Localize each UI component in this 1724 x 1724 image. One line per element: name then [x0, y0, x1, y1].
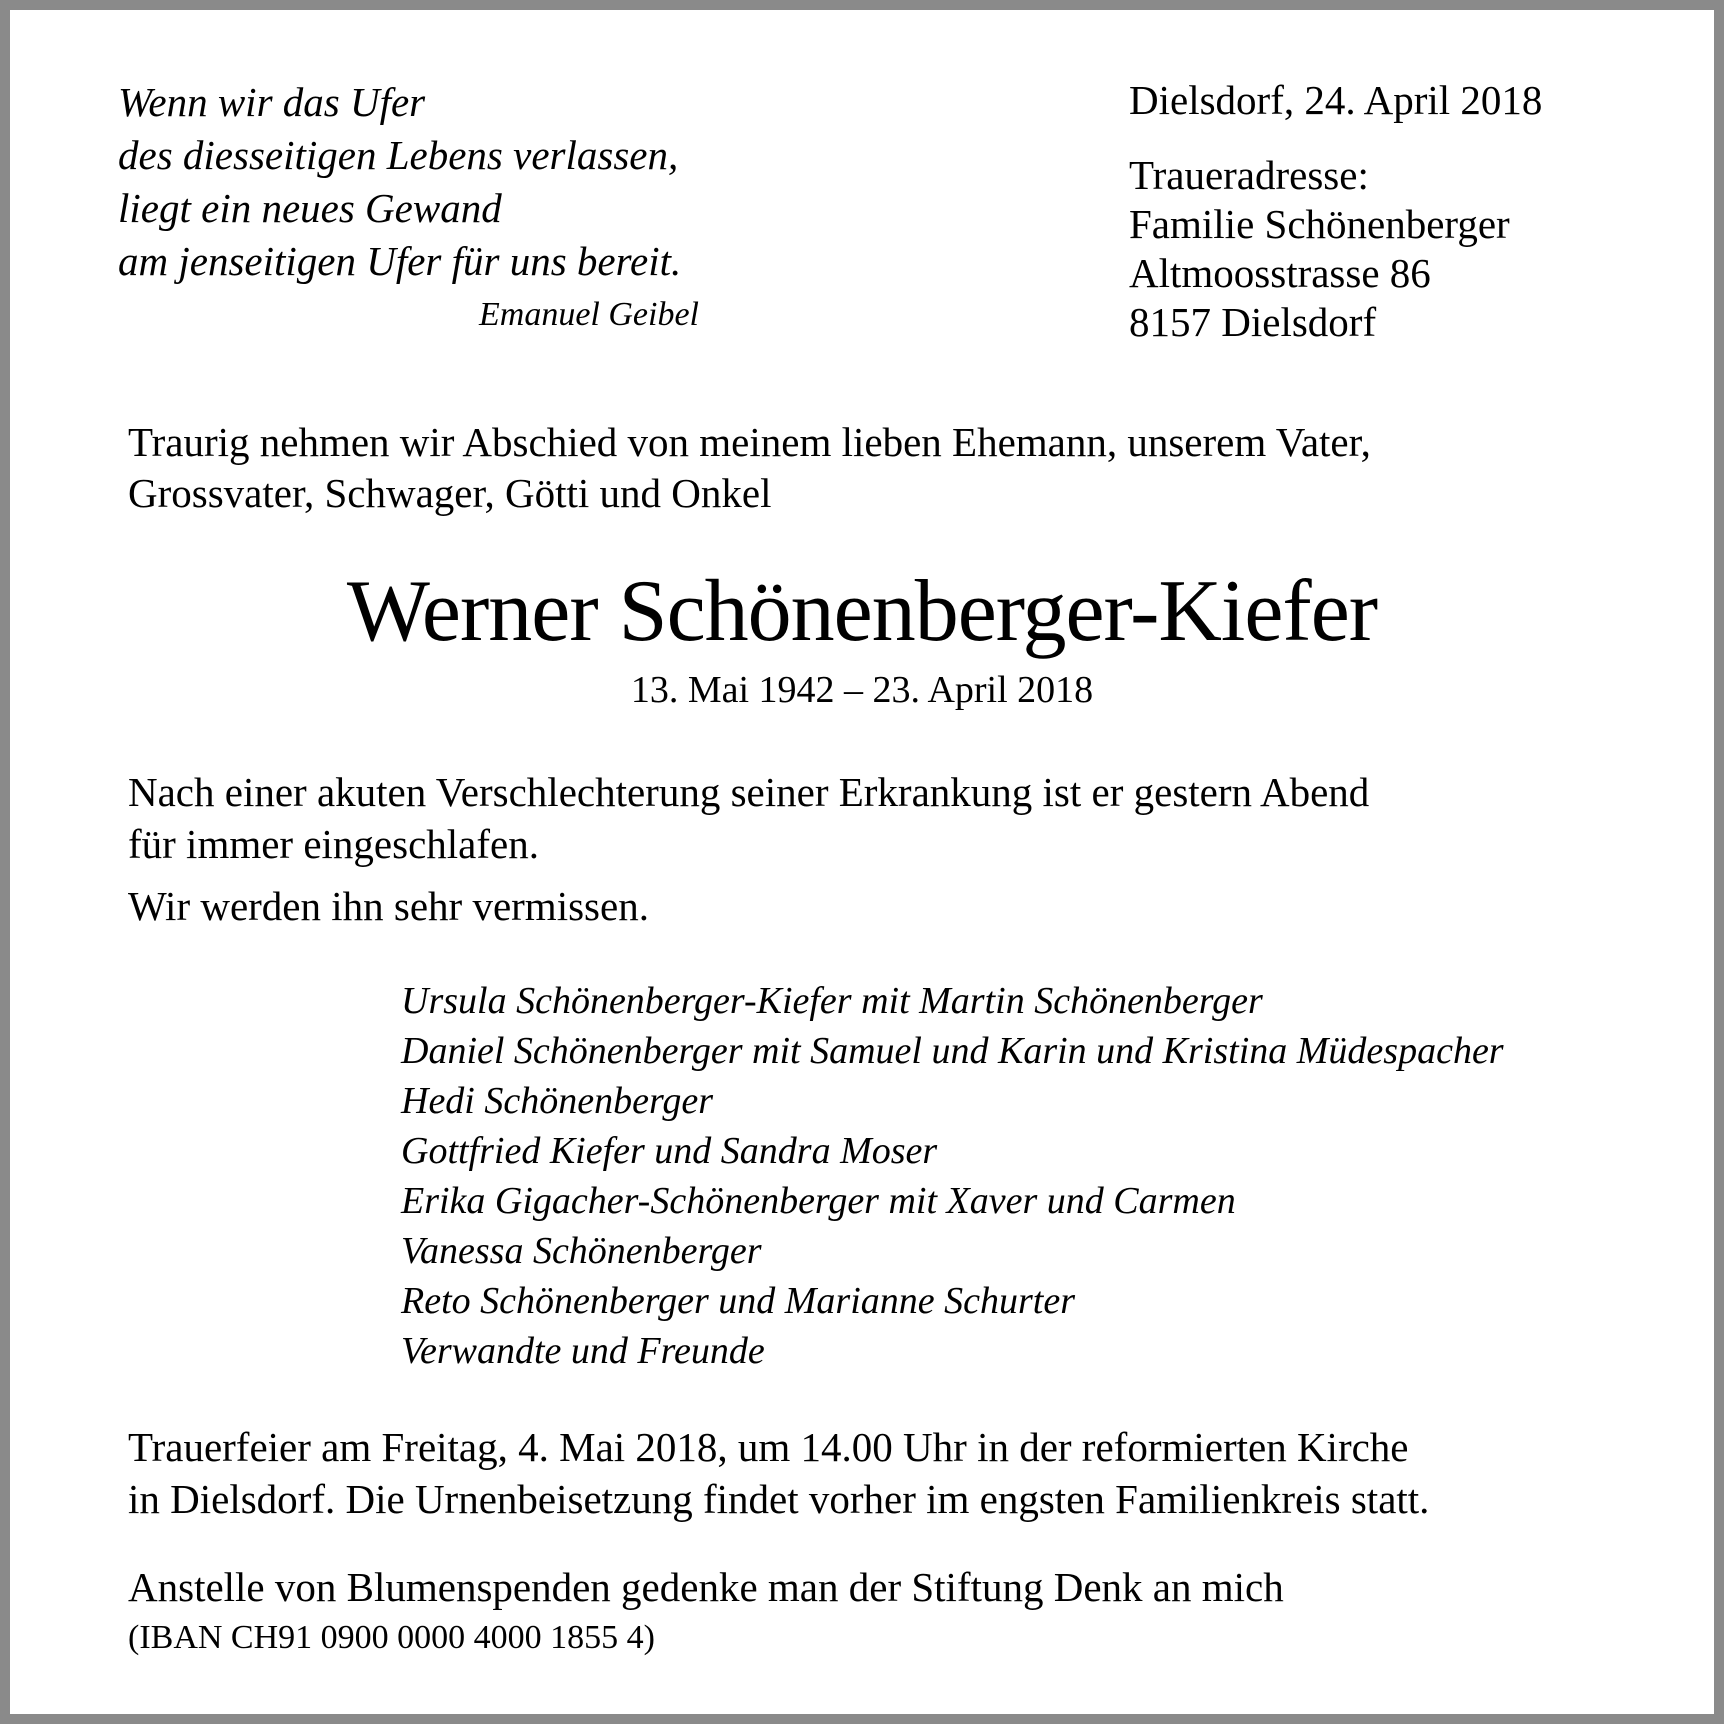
mourners-list — [401, 976, 1504, 1376]
address-line: 8157 Dielsdorf — [1129, 299, 1377, 345]
service-line: Trauerfeier am Freitag, 4. Mai 2018, um 14.00 Uhr in der reformierten Kirche — [128, 1424, 1409, 1470]
mourner-line: Hedi Schönenberger — [401, 1080, 713, 1122]
poem — [118, 76, 681, 288]
message-line: Nach einer akuten Verschlechterung seiner Erkrankung ist er gestern Abend — [128, 769, 1370, 815]
poem-line: liegt ein neues Gewand — [118, 185, 502, 231]
poem-line: Wenn wir das Ufer — [118, 79, 426, 125]
mourning-address — [1129, 151, 1510, 347]
poem-line: am jenseitigen Ufer für uns bereit. — [118, 238, 682, 284]
service-line: in Dielsdorf. Die Urnenbeisetzung findet vorher im engsten Familienkreis statt. — [128, 1476, 1430, 1522]
message-closing: Wir werden ihn sehr vermissen. — [128, 883, 649, 929]
intro-line: Traurig nehmen wir Abschied von meinem lieben Ehemann, unserem Vater, — [128, 419, 1371, 465]
intro-text — [128, 417, 1371, 519]
address-line: Familie Schönenberger — [1129, 201, 1510, 247]
address-line: Traueradresse: — [1129, 152, 1369, 198]
donation-text: Anstelle von Blumenspenden gedenke man der Stiftung Denk an mich — [128, 1564, 1284, 1610]
mourner-line: Verwandte und Freunde — [401, 1330, 765, 1372]
mourner-line: Gottfried Kiefer und Sandra Moser — [401, 1130, 938, 1172]
mourner-line: Reto Schönenberger und Marianne Schurter — [401, 1280, 1075, 1322]
donation-iban: (IBAN CH91 0900 0000 4000 1855 4) — [128, 1619, 655, 1656]
mourner-line: Vanessa Schönenberger — [401, 1230, 762, 1272]
mourner-line: Ursula Schönenberger-Kiefer mit Martin Schönenberger — [401, 980, 1263, 1022]
intro-line: Grossvater, Schwager, Götti und Onkel — [128, 470, 772, 516]
message-line: für immer eingeschlafen. — [128, 821, 539, 867]
address-line: Altmoosstrasse 86 — [1129, 250, 1431, 296]
service-info — [128, 1421, 1429, 1525]
place-date: Dielsdorf, 24. April 2018 — [1129, 77, 1543, 123]
message-paragraph — [128, 766, 1369, 870]
deceased-name: Werner Schönenberger-Kiefer — [346, 563, 1378, 660]
poem-line: des diesseitigen Lebens verlassen, — [118, 132, 679, 178]
poem-author: Emanuel Geibel — [479, 296, 699, 333]
mourner-line: Daniel Schönenberger mit Samuel und Karin und Kristina Müdespacher — [401, 1030, 1504, 1072]
mourner-line: Erika Gigacher-Schönenberger mit Xaver und Carmen — [401, 1180, 1236, 1222]
life-dates: 13. Mai 1942 – 23. April 2018 — [630, 669, 1094, 711]
